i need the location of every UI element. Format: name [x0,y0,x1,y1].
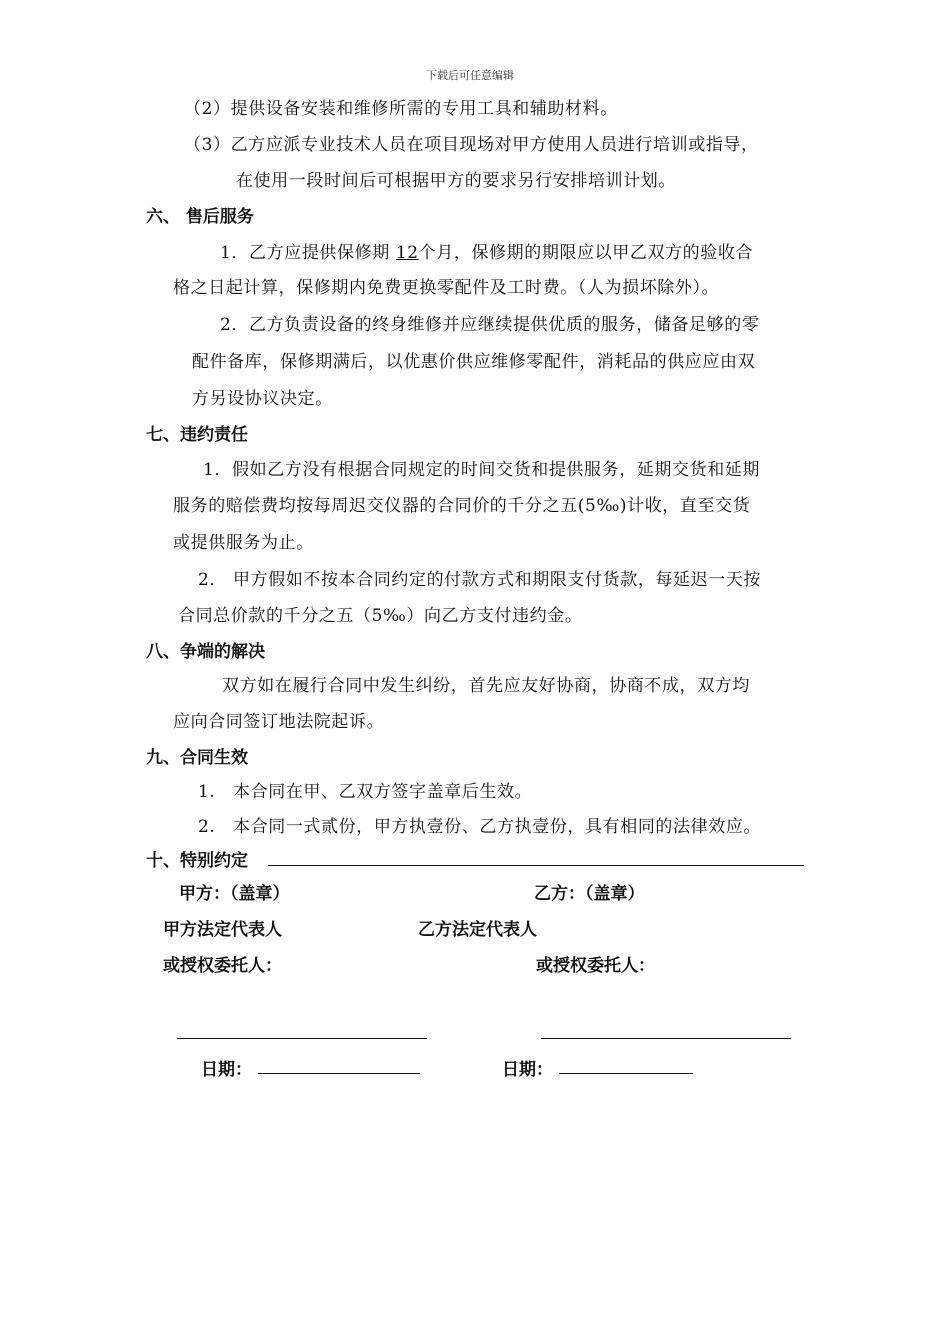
party-b-date-line [559,1073,693,1074]
sec7-p2-line1: 2． 甲方假如不按本合同约定的付款方式和期限支付货款，每延迟一天按 [198,570,762,590]
party-b-agent: 或授权委托人： [536,956,655,976]
header-note: 下载后可任意编辑 [426,69,514,82]
sec9-p2: 2. 本合同一式贰份，甲方执壹份、乙方执壹份，具有相同的法律效应。 [198,817,762,837]
warranty-months: 12 [395,243,419,263]
sec7-p1-line2: 服务的赔偿费均按每周迟交仪器的合同价的千分之五(5‰)计收，直至交货 [173,496,751,516]
sec6-p1-pre: 1．乙方应提供保修期 [220,243,396,263]
sec9-heading: 九、合同生效 [146,748,248,768]
sec6-p1-post: 个月，保修期的期限应以甲乙双方的验收合 [418,243,754,263]
party-a-agent: 或授权委托人： [163,956,282,976]
sec7-p1-line3: 或提供服务为止。 [173,533,314,553]
sec6-p2-line3: 方另设协议决定。 [192,389,333,409]
sec8-p1-line1: 双方如在履行合同中发生纠纷，首先应友好协商，协商不成，双方均 [222,676,750,696]
party-a-date-line [258,1073,420,1074]
party-b-representative: 乙方法定代表人 [418,920,537,940]
sec7-heading: 七、违约责任 [146,425,248,445]
party-a-representative: 甲方法定代表人 [163,920,282,940]
party-b-seal: 乙方：（盖章） [534,884,645,904]
sec8-heading: 八、争端的解决 [146,642,265,662]
sec6-p2-line2: 配件备库，保修期满后，以优惠价供应维修零配件，消耗品的供应应由双 [192,352,756,372]
sec6-p1-line1 [220,238,753,263]
sec6-p2-line1: 2．乙方负责设备的终身维修并应继续提供优质的服务，储备足够的零 [220,315,760,335]
sec9-p1: 1. 本合同在甲、乙双方签字盖章后生效。 [198,782,533,802]
party-a-seal: 甲方：（盖章） [179,884,290,904]
sec5-item2: （2）提供设备安装和维修所需的专用工具和辅助材料。 [184,99,618,119]
sec6-heading: 六、 售后服务 [146,207,254,227]
sec8-p1-line2: 应向合同签订地法院起诉。 [173,712,385,732]
party-b-signature-line [541,1038,791,1039]
sec7-p2-line2: 合同总价款的千分之五（5‰）向乙方支付违约金。 [178,606,583,626]
sec7-p1-line1: 1．假如乙方没有根据合同规定的时间交货和提供服务，延期交货和延期 [203,460,761,480]
sec6-p1-line2: 格之日起计算，保修期内免费更换零配件及工时费。（人为损坏除外）。 [173,278,720,298]
sec5-item3-line1: （3）乙方应派专业技术人员在项目现场对甲方使用人员进行培训或指导， [184,135,759,155]
party-a-date-label: 日期： [201,1060,252,1080]
sec10-heading: 十、特别约定 [146,851,248,871]
party-b-date-label: 日期： [502,1060,553,1080]
party-a-signature-line [177,1038,427,1039]
sec5-item3-line2: 在使用一段时间后可根据甲方的要求另行安排培训计划。 [236,171,676,191]
special-terms-blank [268,865,804,866]
